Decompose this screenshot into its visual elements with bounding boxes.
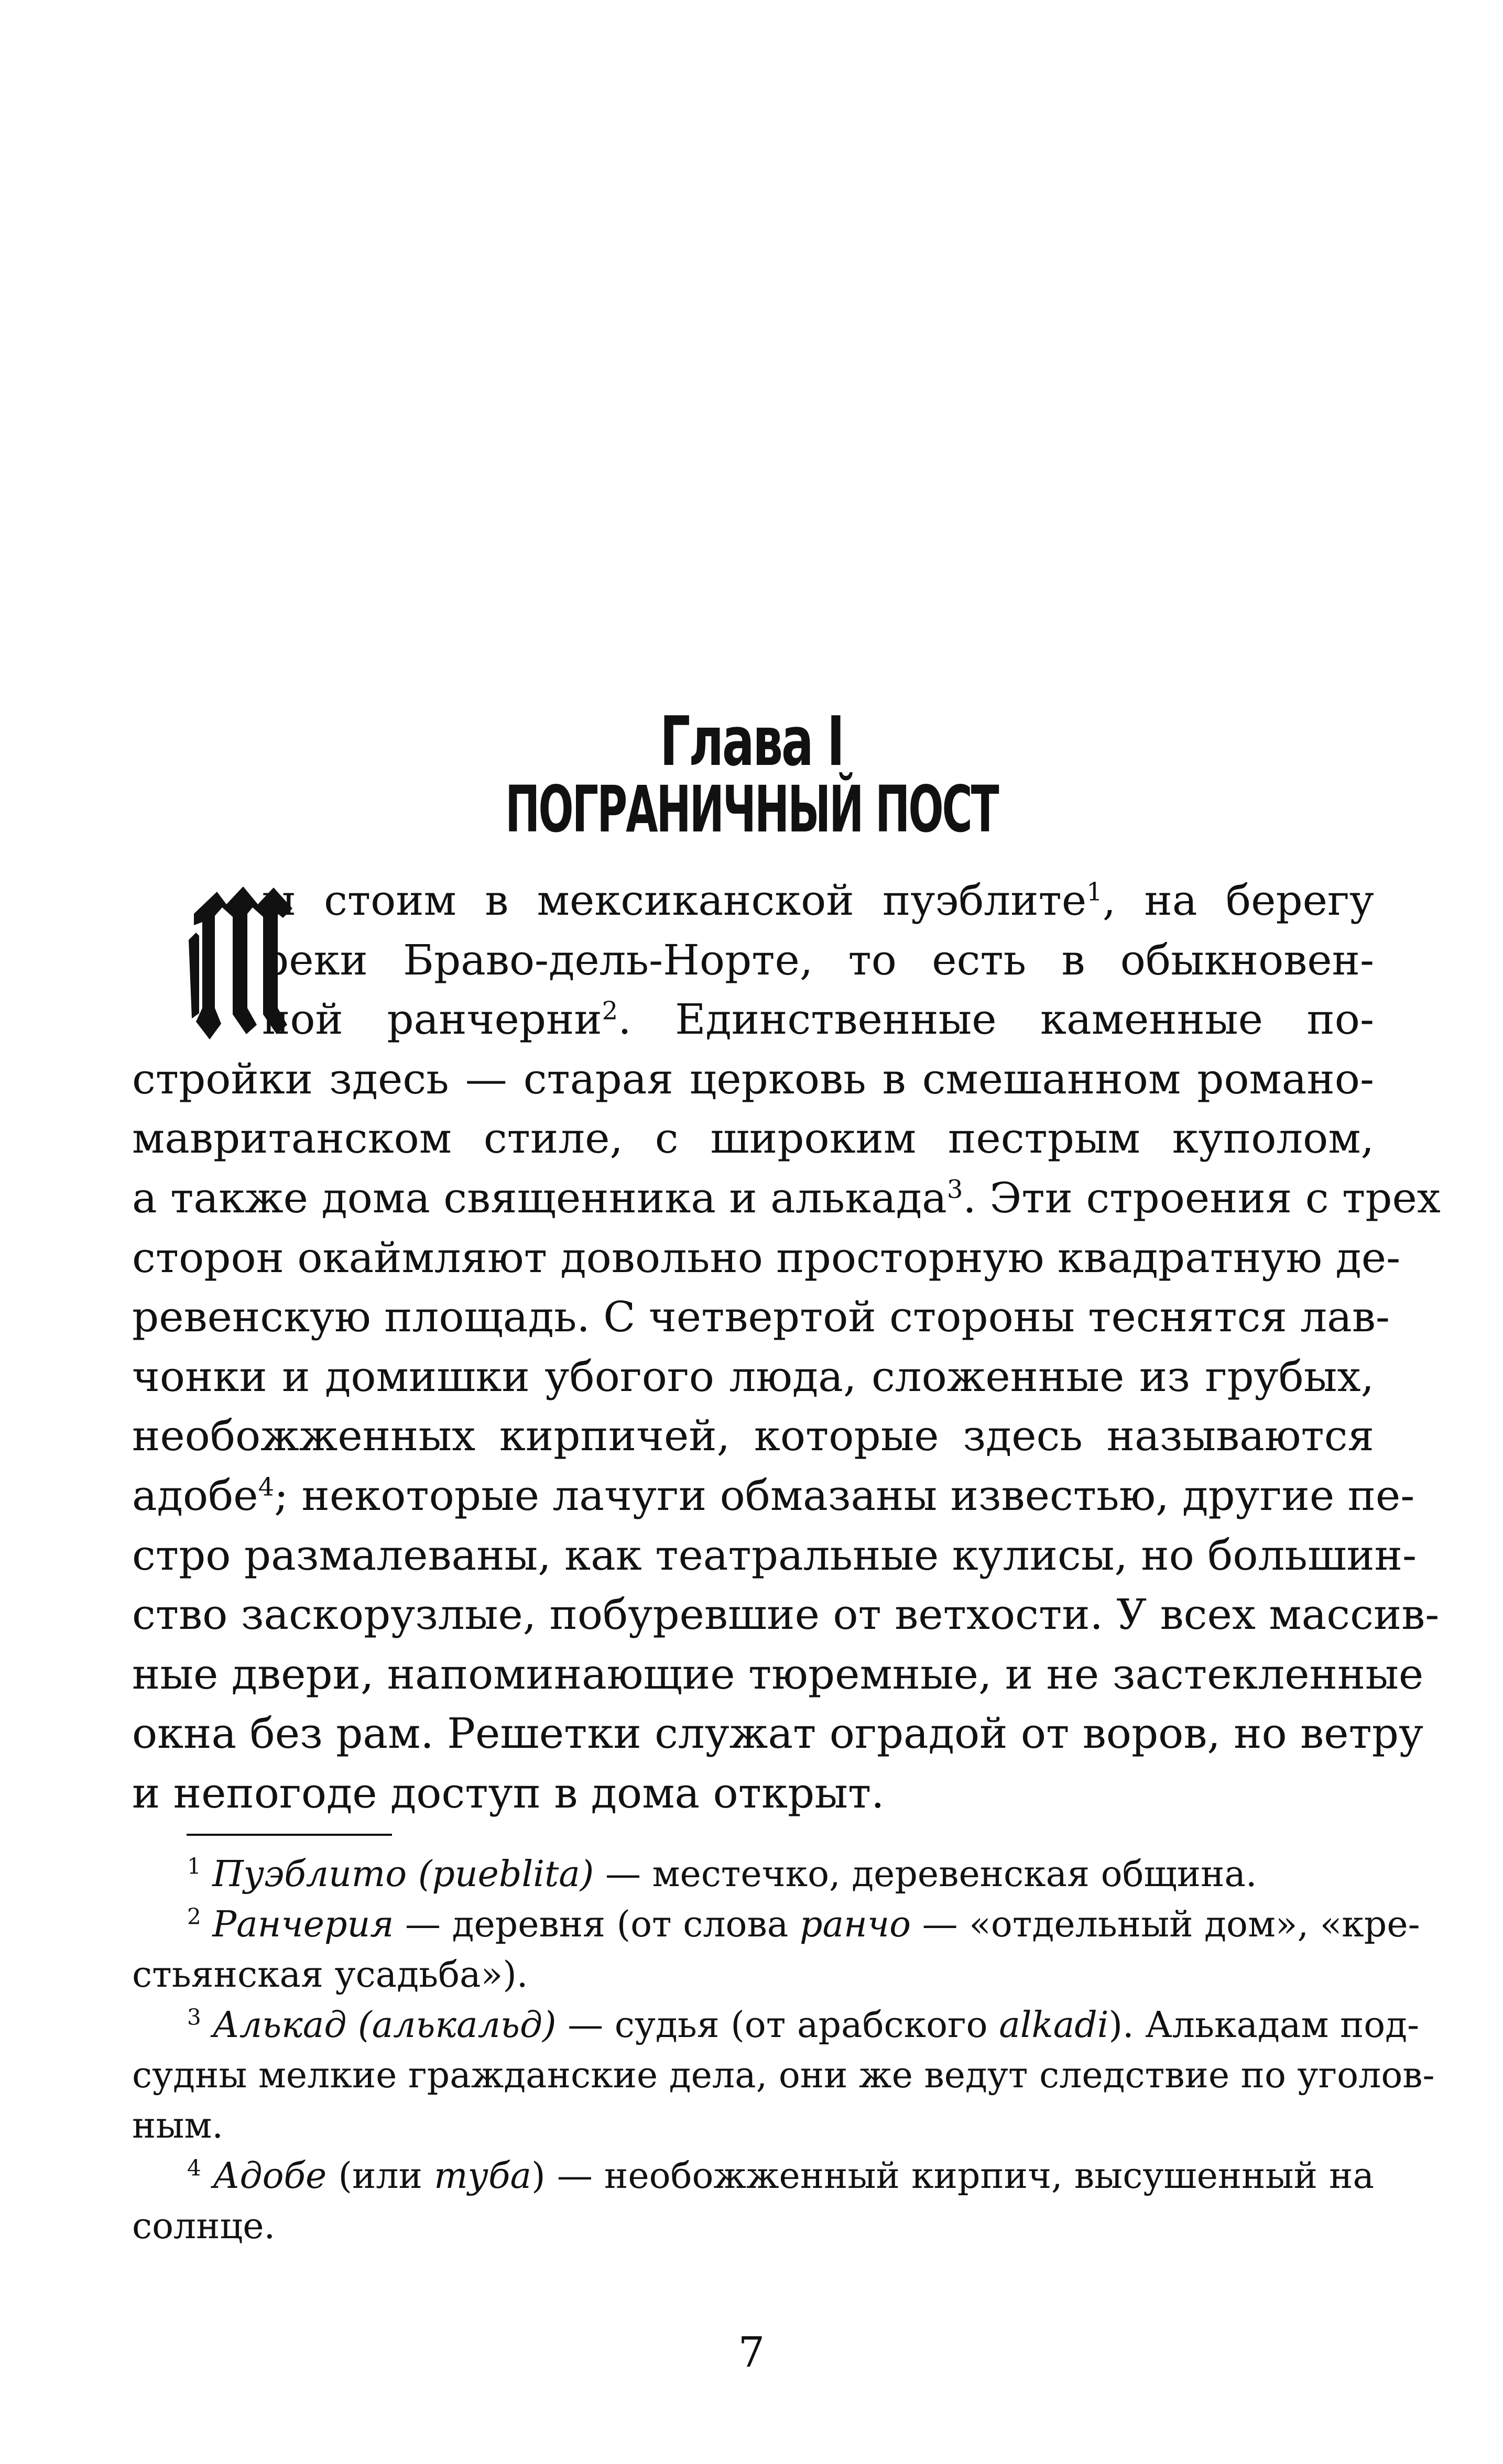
footnote-2: $^2$ Ранчерия — деревня (от слова ранчо — «отдельный дом», «кре- [187,1903,1420,1945]
body-line-15: окна без рам. Решетки служат оградой от воров, но ветру [132,1709,1424,1758]
body-line-13: ство заскорузлые, побуревшие от ветхости. У всех массив- [132,1590,1440,1639]
body-line-9: чонки и домишки убогого люда, сложенные из грубых, [132,1352,1374,1401]
chapter-number: Глава I [660,702,843,781]
footnote-2-line-2: стьянская усадьба»). [132,1954,528,1996]
footnote-rule [187,1834,392,1836]
footnote-1: $^1$ Пуэблито (pueblita) — местечко, деревенская община. [187,1853,1257,1895]
footnote-3-line-3: ным. [132,2105,223,2147]
footnote-3: $^3$ Алькад (алькальд) — судья (от арабского alkadi). Алькадам под- [187,2004,1420,2046]
body-line-2: реки Браво-дель-Норте, то есть в обыкновен- [262,935,1374,984]
body-line-10: необожженных кирпичей, которые здесь называются [132,1411,1374,1461]
body-line-16: и непогоде доступ в дома открыт. [132,1768,885,1817]
page-number: 7 [738,2328,765,2377]
body-line-14: ные двери, напоминающие тюремные, и не застекленные [132,1649,1424,1699]
chapter-title: ПОГРАНИЧНЫЙ ПОСТ [505,772,998,847]
body-line-7: сторон окаймляют довольно просторную квадратную де- [132,1233,1401,1282]
footnote-4: $^4$ Адобе (или туба) — необожженный кирпич, высушенный на [187,2155,1375,2197]
body-line-11: адобе$^4$; некоторые лачуги обмазаны известью, другие пе- [132,1471,1415,1520]
footnote-3-line-2: судны мелкие гражданские дела, они же ведут следствие по уголов- [132,2055,1435,2096]
body-line-3: ной ранчерни$^2$. Единственные каменные по- [262,995,1374,1044]
body-line-1: ы стоим в мексиканской пуэблите$^1$, на берегу [262,876,1374,925]
body-line-8: ревенскую площадь. С четвертой стороны теснятся лав- [132,1293,1390,1342]
body-text [132,871,1441,1823]
body-line-12: стро размалеваны, как театральные кулисы, но большин- [132,1530,1417,1580]
body-line-6: а также дома священника и алькада$^3$. Эти строения с трех [132,1173,1441,1222]
body-line-4: стройки здесь — старая церковь в смешанном романо- [132,1054,1374,1103]
footnotes [132,1849,1435,2252]
body-line-5: мавританском стиле, с широким пестрым куполом, [132,1114,1374,1163]
footnote-4-line-2: солнце. [132,2206,276,2247]
